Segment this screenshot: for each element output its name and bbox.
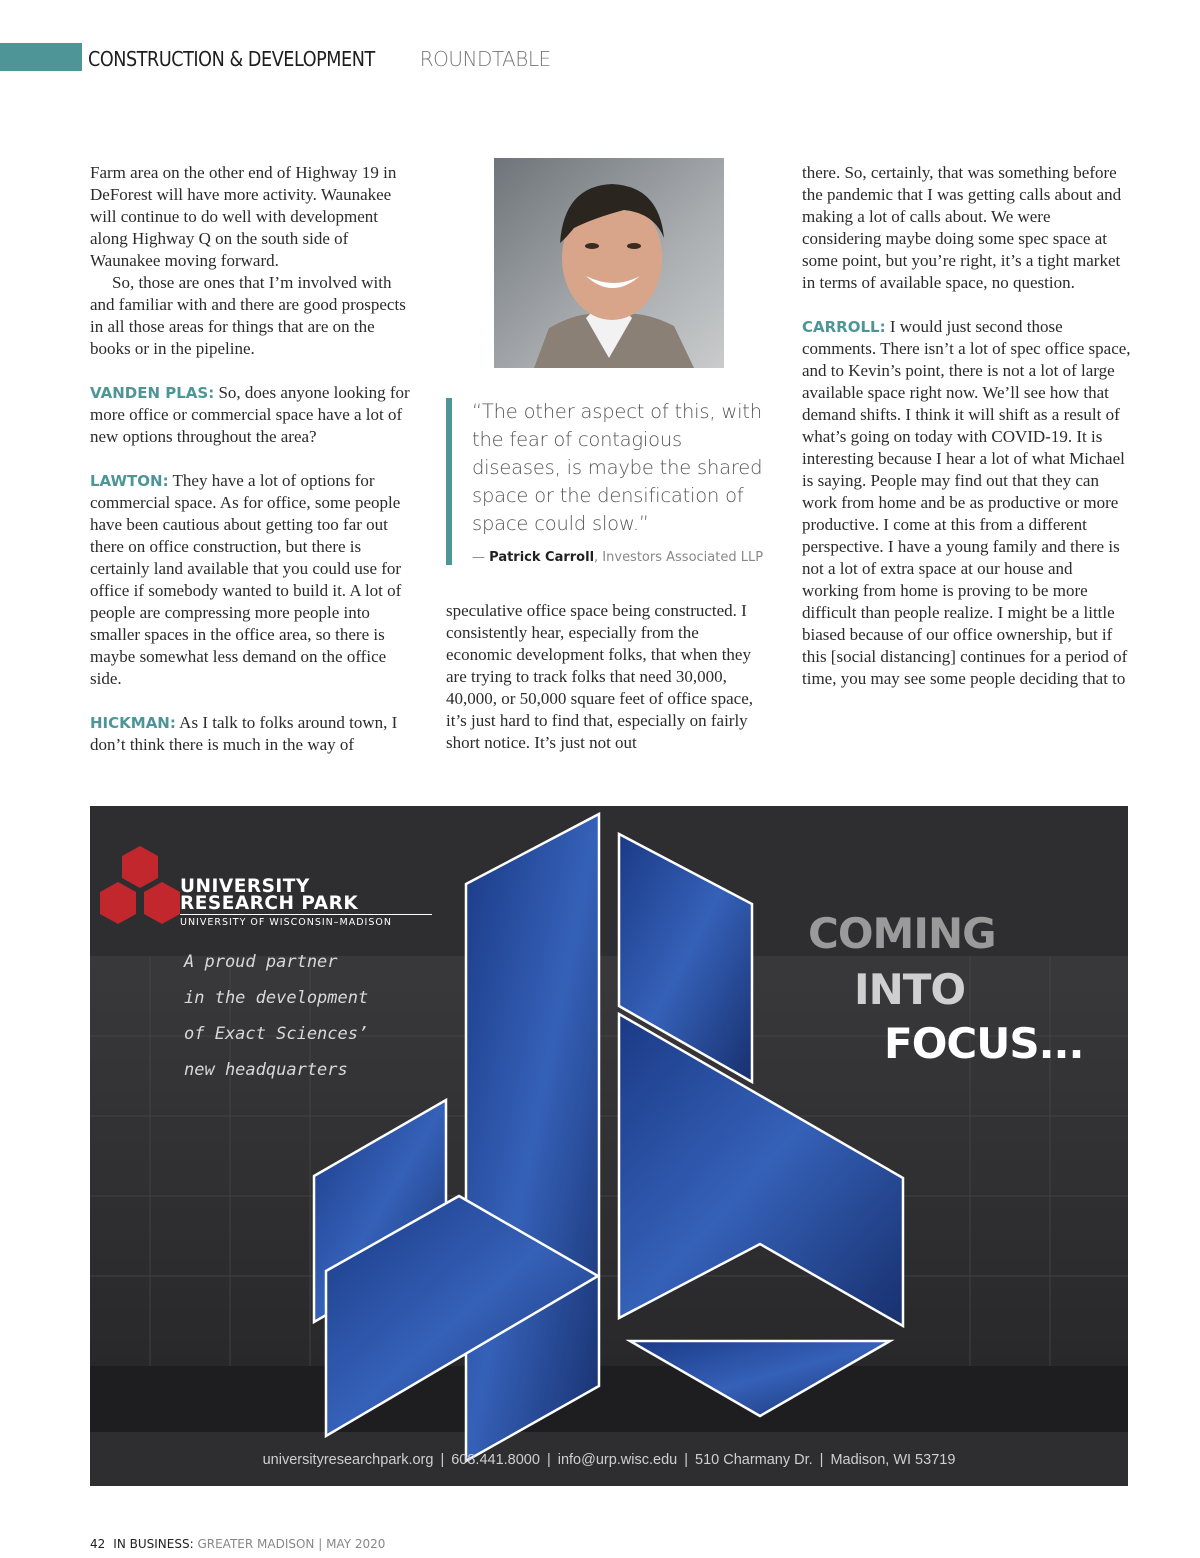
speaker-photo [494,158,724,368]
paragraph-text: So, does anyone looking for more office or commercial space have a lot of new options throughout the area? [90,383,410,446]
column-right [802,162,1132,690]
section-title: CONSTRUCTION & DEVELOPMENT [88,47,375,71]
paragraph-text: I would just second those comments. There isn’t a lot of spec office space, and to Kevin’s point, there is not a lot of large available space right now. We’ll see how that demand shifts. I think it will shift as a result of what’s going on today with COVID-19. It is interesting because I hear a lot of what Michael is saying. People may find out that they can work from home and be as productive or more productive. I come at this from a different perspective. I have a young family and there is not a lot of extra space at our house and working from home is proving to be more difficult than people realize. I might be a little biased because of our office ownership, but if this [social distancing] continues for a period of time, you may see some people deciding that to [802,317,1131,688]
logo-rule [180,914,432,915]
logo-line-1: UNIVERSITY [180,876,310,897]
logo-line-2: RESEARCH PARK [180,893,359,914]
separator: | [440,1452,445,1468]
ad-partner-text [184,944,368,1088]
ad-website: universityresearchpark.org [262,1452,434,1468]
column-left [90,162,412,756]
portrait-image [494,158,724,368]
ad-city: Madison, WI 53719 [830,1452,956,1468]
speaker-label: LAWTON: [90,472,169,490]
paragraph: So, those are ones that I’m involved with and familiar with and there are good prospects in all those areas for things that are on the books or in the pipeline. [90,273,406,358]
paragraph [90,712,412,756]
ad-headline-coming: COMING [808,909,996,958]
paragraph: speculative office space being constructed. I consistently hear, especially from the economic development folks, that when they are trying to track folks that need 30,000, 40,000, or 50,000 square feet of office space, it’s just hard to find that, especially on fairly short notice. It’s just not out [446,601,753,752]
separator: | [819,1452,824,1468]
urp-logo-wordmark [180,878,358,912]
ad-contact-footer [90,1452,1128,1468]
separator: | [684,1452,688,1468]
pull-quote [446,398,766,565]
speaker-label: VANDEN PLAS: [90,384,215,402]
partner-line: new headquarters [184,1060,348,1080]
paragraph: Farm area on the other end of Highway 19 in DeForest will have more activity. Waunakee will continue to do well with development along Highway Q on the south side of Waunakee moving forward. [90,163,397,270]
paragraph: there. So, certainly, that was something before the pandemic that I was getting calls about and making a lot of calls about. We were considering maybe doing some spec space at some point, but you’re right, it’s a tight market in terms of available space, no question. [802,163,1122,292]
paragraph [90,470,412,690]
publication-name: IN BUSINESS: [113,1537,194,1551]
pull-quote-text: “The other aspect of this, with the fear of contagious diseases, is maybe the shared space or the densification of space could slow.” [472,400,763,535]
ad-headline-into: INTO [854,965,966,1014]
column-middle [446,600,762,754]
partner-line: in the development [184,988,369,1008]
ad-address: 510 Charmany Dr. [695,1452,813,1468]
page-folio [90,1537,385,1551]
attribution-dash: — [472,550,490,565]
pull-quote-attribution [472,550,766,565]
paragraph [802,316,1132,690]
logo-subtitle: UNIVERSITY OF WISCONSIN–MADISON [180,917,392,928]
speaker-label: HICKMAN: [90,714,176,732]
paragraph-text: As I talk to folks around town, I don’t think there is much in the way of [90,713,398,754]
attribution-name: Patrick Carroll [489,550,595,565]
header-accent-bar [0,43,82,71]
partner-line: of Exact Sciences’ [184,1024,369,1044]
ad-headline-focus: FOCUS... [884,1019,1084,1068]
speaker-label: CARROLL: [802,318,886,336]
urp-logo-mark [100,846,180,924]
edition-label: GREATER MADISON | MAY 2020 [197,1537,386,1551]
paragraph-text: They have a lot of options for commercial space. As for office, some people have been cautious about getting too far out there on office construction, but there is certainly land available that you could use for office if somebody wanted to build it. A lot of people are compressing more people into smaller spaces in the office area, so there is maybe somewhat less demand on the office side. [90,471,402,688]
partner-line: A proud partner [184,952,338,972]
ad-email: info@urp.wisc.edu [557,1452,678,1468]
paragraph [90,382,412,448]
attribution-org: , Investors Associated LLP [594,550,764,565]
section-subtitle: ROUNDTABLE [419,47,551,71]
section-header [88,45,551,73]
ground [90,1366,1128,1432]
advertisement [90,806,1128,1486]
page-number: 42 [90,1537,106,1551]
ad-phone: 608.441.8000 [451,1452,540,1468]
separator: | [546,1452,551,1468]
